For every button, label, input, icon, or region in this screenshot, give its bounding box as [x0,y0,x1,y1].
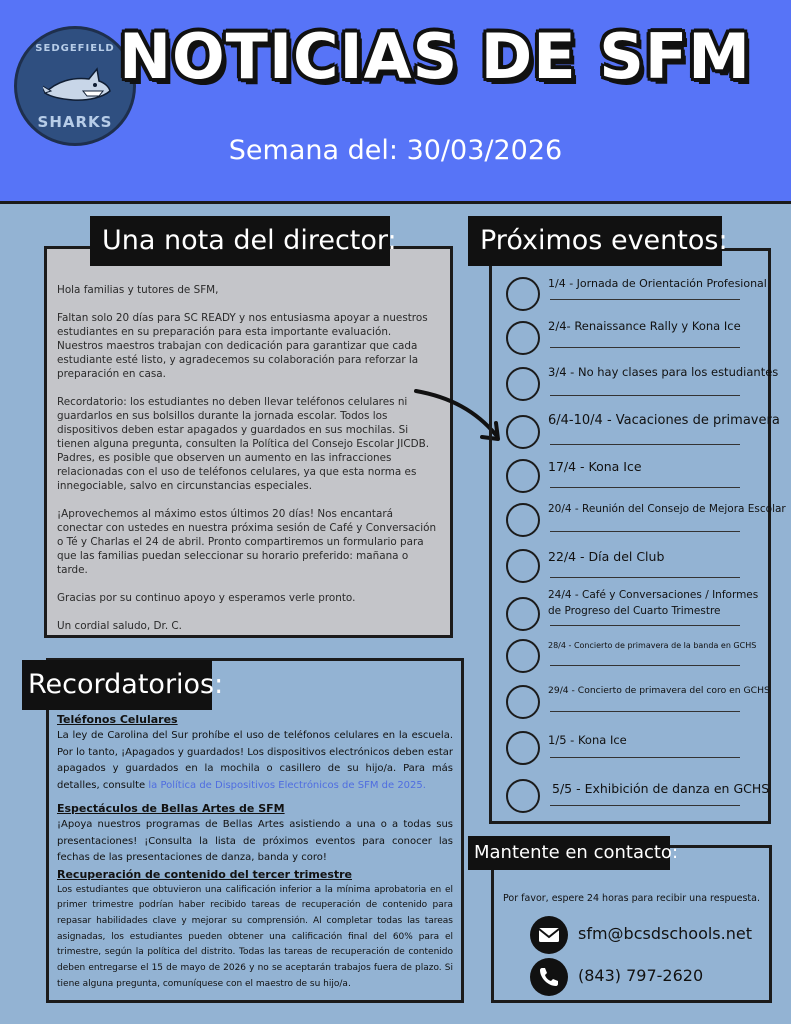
fine-arts-body: ¡Apoya nuestros programas de Bellas Artes asistiendo a una o a todas sus presentaciones! ¡Consulta la lista de próximos eventos para conocer las fechas de las presentaciones de danza, banda y coro! [57,819,453,863]
logo-top-text: SEDGEFIELD [35,43,115,54]
event-bullet [506,779,540,813]
event-label: 5/5 - Exhibición de danza en GCHS [552,781,770,796]
event-bullet [506,549,540,583]
director-paragraph-3: ¡Aprovechemos al máximo estos últimos 20 días! Nos encantará conectar con ustedes en nuestra próxima sesión de Café y Conversación o Té y Charlas el 24 de abril. Pronto compartiremos un formulario para que las familias puedan seleccionar su horario preferido: mañana o tarde. [57,508,437,576]
event-line [550,487,740,488]
event-label: 3/4 - No hay clases para los estudiantes [548,365,779,379]
phone-row [530,958,770,998]
recovery-title: Recuperación de contenido del tercer trimestre [57,867,353,881]
event-label: 28/4 - Concierto de primavera de la banda en GCHS [548,641,757,650]
director-greeting: Hola familias y tutores de SFM, [57,284,219,296]
event-bullet [506,597,540,631]
phones-title: Teléfonos Celulares [57,713,178,726]
event-label-line2: de Progreso del Cuarto Trimestre [548,605,721,617]
contact-email[interactable]: sfm@bcsdschools.net [578,924,752,943]
reminders-heading: Recordatorios: [22,660,212,710]
event-line [550,757,740,758]
event-bullet [506,639,540,673]
event-bullet [506,685,540,719]
event-line [550,711,740,712]
event-line [550,444,740,445]
director-note-box [44,246,453,638]
event-label: 17/4 - Kona Ice [548,459,642,474]
event-bullet [506,731,540,765]
event-bullet [506,321,540,355]
event-label: 22/4 - Día del Club [548,549,665,564]
event-line [550,395,740,396]
contact-note: Por favor, espere 24 horas para recibir una respuesta. [503,893,760,904]
director-heading: Una nota del director: [90,216,390,266]
events-box [489,248,786,824]
event-line [550,625,740,626]
event-label: 29/4 - Concierto de primavera del coro en GCHS [548,685,770,696]
recovery-body: Los estudiantes que obtuvieron una calificación inferior a la mínima aprobatoria en el primer trimestre podrían haber recibido tareas de recuperación de contenido para repasar habilidades clave y mejorar su comprensión. Al completar todas las tareas asignadas, los estudiantes pueden obtener una calificación final del 60% para el trimestre, según la política del distrito. Todas las tareas de recuperación de contenido deben entregarse el 15 de mayo de 2026 y no se aceptarán trabajos fuera de plazo. Si tiene alguna pregunta, comuníquese con el maestro de su hijo/a. [57,884,453,989]
phone-icon [530,958,568,996]
event-label: 24/4 - Café y Conversaciones / Informes [548,589,759,601]
phones-body [57,728,453,794]
phones-text: La ley de Carolina del Sur prohíbe el uso de teléfonos celulares en la escuela. Por lo tanto, ¡Apagados y guardados! Los dispositivos electrónicos deben estar apagados y guardados en la mochila o casillero de su hijo/a. Para más detalles, consulte [57,730,453,791]
event-line [550,665,740,666]
electronics-policy-link[interactable]: la Política de Dispositivos Electrónicos de SFM de 2025. [148,779,426,791]
events-heading: Próximos eventos: [468,216,722,266]
director-closing: Un cordial saludo, Dr. C. [57,620,182,632]
event-label: 1/4 - Jornada de Orientación Profesional [548,277,767,290]
event-label: 6/4-10/4 - Vacaciones de primavera [548,413,780,428]
event-bullet [506,503,540,537]
director-paragraph-4: Gracias por su continuo apoyo y esperamos verle pronto. [57,592,356,604]
week-date: Semana del: 30/03/2026 [228,135,563,166]
event-label: 2/4- Renaissance Rally y Kona Ice [548,319,741,333]
event-bullet [506,459,540,493]
email-row [530,916,770,956]
event-line [550,577,740,578]
director-paragraph-1: Faltan solo 20 días para SC READY y nos entusiasma apoyar a nuestros estudiantes en su preparación para esta importante evaluación. Nuestros maestros trabajan con dedicación para garantizar que cada estudiante esté listo, y agradecemos su colaboración para reforzar la preparación en casa. [57,312,428,380]
event-line [550,347,740,348]
event-bullet [506,415,540,449]
header-banner [0,0,791,204]
page-title: NOTICIAS DE SFM [119,20,751,93]
event-label: 1/5 - Kona Ice [548,733,627,747]
contact-phone[interactable]: (843) 797-2620 [578,966,704,985]
event-bullet [506,367,540,401]
event-bullet [506,277,540,311]
mail-icon [530,916,568,954]
director-paragraph-2: Recordatorio: los estudiantes no deben llevar teléfonos celulares ni guardarlos en sus bolsillos durante la jornada escolar. Todos los dispositivos deben estar apagados y guardados en sus mochilas. Si tienen alguna pregunta, consulten la Política del Consejo Escolar JICDB. Padres, es posible que observen un aumento en las infracciones relacionadas con el uso de teléfonos celulares, ya que esta norma es innegociable, salvo en circunstancias especiales. [57,396,430,492]
event-label: 20/4 - Reunión del Consejo de Mejora Escolar [548,503,786,515]
event-line [550,531,740,532]
contact-heading: Mantente en contacto: [468,836,670,870]
logo-bottom-text: SHARKS [37,113,113,131]
fine-arts-title: Espectáculos de Bellas Artes de SFM [57,802,285,815]
event-line [550,299,740,300]
event-line [550,805,740,806]
